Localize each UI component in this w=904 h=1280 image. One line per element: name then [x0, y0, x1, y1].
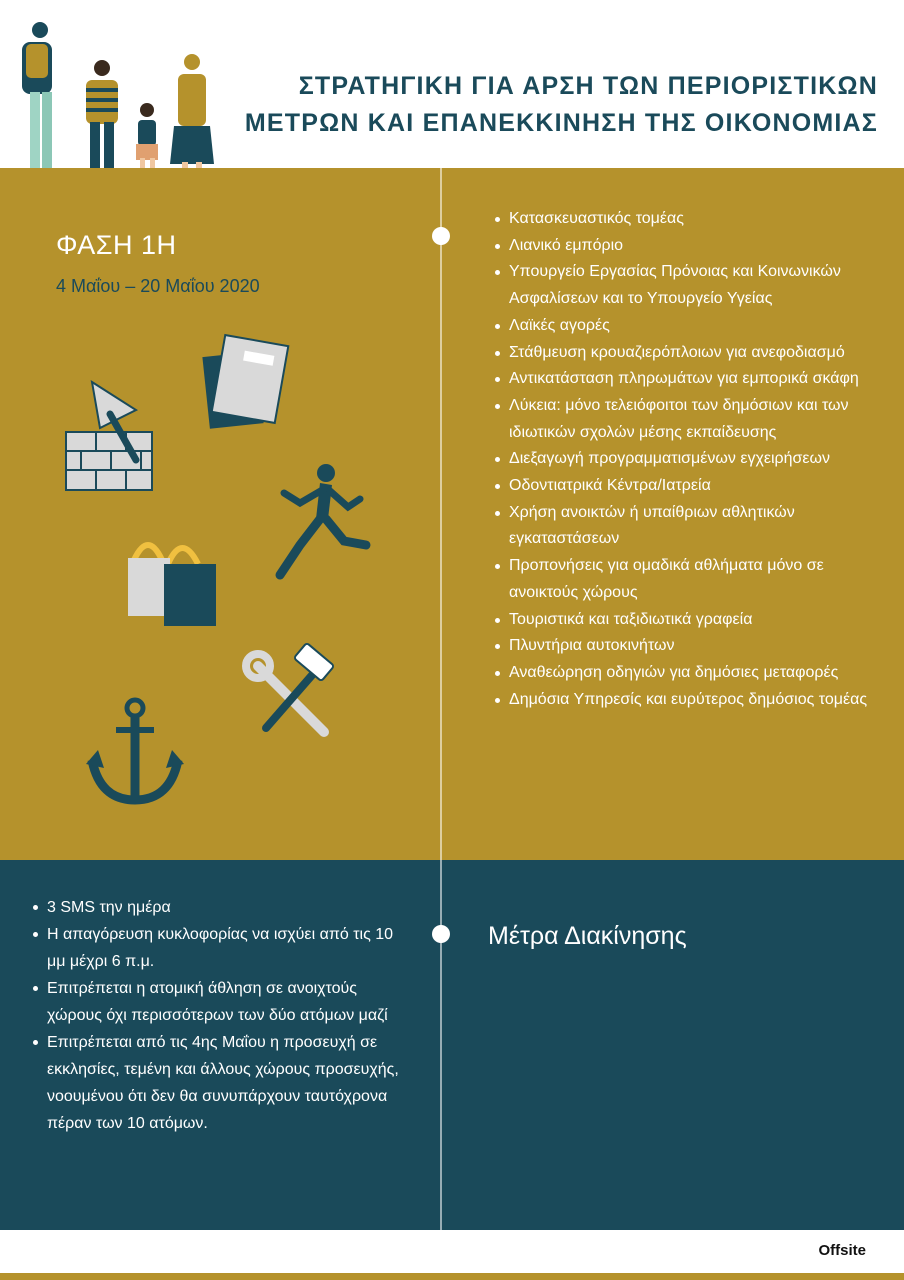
list-item: Επιτρέπεται η ατομική άθληση σε ανοιχτούς χώρους όχι περισσότερων των δύο ατόμων μαζί: [30, 975, 410, 1029]
title-line-2: ΜΕΤΡΩΝ ΚΑΙ ΕΠΑΝΕΚΚΙΝΗΣΗ ΤΗΣ ΟΙΚΟΝΟΜΙΑΣ: [244, 109, 878, 137]
trowel-bricks-icon: [66, 380, 156, 492]
list-item: Λιανικό εμπόριο: [492, 233, 882, 260]
list-item: Αντικατάσταση πληρωμάτων για εμπορικά σκάφη: [492, 366, 882, 393]
runner-icon: [270, 463, 370, 583]
header: [0, 0, 904, 168]
list-item: Λαϊκές αγορές: [492, 313, 882, 340]
list-item: Πλυντήρια αυτοκινήτων: [492, 633, 882, 660]
movement-measures-section: [0, 860, 904, 1230]
title-line-1: ΣΤΡΑΤΗΓΙΚΗ ΓΙΑ ΑΡΣΗ ΤΩΝ ΠΕΡΙΟΡΙΣΤΙΚΩΝ: [298, 72, 878, 100]
anchor-icon: [86, 698, 184, 806]
brand-logo: Offsite: [818, 1242, 866, 1259]
list-item: Στάθμευση κρουαζιερόπλοιων για ανεφοδιασμό: [492, 340, 882, 367]
timeline-line: [440, 168, 442, 1230]
phase-date: 4 Μαΐου – 20 Μαΐου 2020: [56, 276, 260, 296]
list-item: Κατασκευαστικός τομέας: [492, 206, 882, 233]
timeline-dot-movement: [432, 925, 450, 943]
list-item: Προπονήσεις για ομαδικά αθλήματα μόνο σε ανοικτούς χώρους: [492, 553, 882, 606]
timeline-dot-phase: [432, 227, 450, 245]
list-item: Επιτρέπεται από τις 4ης Μαΐου η προσευχή σε εκκλησίες, τεμένη και άλλους χώρους προσευχής, νοουμένου ότι δεν θα συνυπάρχουν ταυτόχρονα πέραν των 10 ατόμων.: [30, 1029, 410, 1137]
hammer-wrench-icon: [244, 652, 336, 744]
list-item: Χρήση ανοικτών ή υπαίθριων αθλητικών εγκαταστάσεων: [492, 500, 882, 553]
list-item: Αναθεώρηση οδηγιών για δημόσιες μεταφορές: [492, 660, 882, 687]
bottom-bar: [0, 1273, 904, 1280]
movement-list: [30, 894, 410, 1137]
phase-1-section: [0, 168, 904, 860]
list-item: Λύκεια: μόνο τελειόφοιτοι των δημόσιων και των ιδιωτικών σχολών μέσης εκπαίδευσης: [492, 393, 882, 446]
list-item: Δημόσια Υπηρεσίς και ευρύτερος δημόσιος τομέας: [492, 687, 882, 714]
movement-title: Μέτρα Διακίνησης: [488, 922, 687, 950]
list-item: Οδοντιατρικά Κέντρα/Ιατρεία: [492, 473, 882, 500]
list-item: Η απαγόρευση κυκλοφορίας να ισχύει από τις 10 μμ μέχρι 6 π.μ.: [30, 921, 410, 975]
phase-title: ΦΑΣΗ 1Η: [56, 230, 177, 260]
shopping-bags-icon: [128, 536, 218, 630]
notebooks-icon: [204, 334, 288, 428]
list-item: 3 SMS την ημέρα: [30, 894, 410, 921]
list-item: Τουριστικά και ταξιδιωτικά γραφεία: [492, 607, 882, 634]
people-walking-illustration: [10, 18, 230, 190]
list-item: Υπουργείο Εργασίας Πρόνοιας και Κοινωνικών Ασφαλίσεων και το Υπουργείο Υγείας: [492, 259, 882, 312]
page-title: [218, 68, 878, 142]
list-item: Διεξαγωγή προγραμματισμένων εγχειρήσεων: [492, 446, 882, 473]
phase-1-list: [492, 206, 882, 713]
